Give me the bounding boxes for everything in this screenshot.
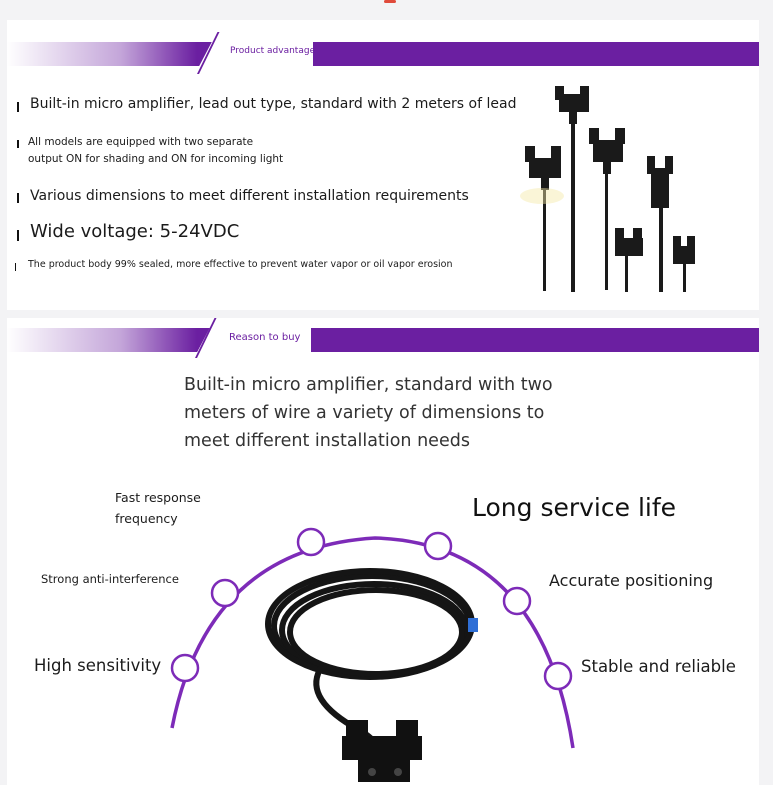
- bullet-mark: [17, 140, 19, 148]
- label-fast-response-line1: Fast response: [115, 490, 201, 505]
- bullet-mark: [17, 230, 19, 241]
- cable-tie: [468, 618, 478, 632]
- label-high-sensitivity: High sensitivity: [34, 656, 162, 675]
- banner-fade: [7, 30, 197, 80]
- bullet-mark: [17, 102, 19, 112]
- bullet-mark: [17, 193, 19, 203]
- arc-node-accurate: [504, 588, 530, 614]
- feature-5: The product body 99% sealed, more effective to prevent water vapor or oil vapor erosion: [28, 259, 453, 270]
- optical-sensor-product-image: [507, 82, 697, 297]
- arc-node-strong-anti: [212, 580, 238, 606]
- label-long-service-life: Long service life: [472, 493, 677, 522]
- bullet-mark: [15, 263, 16, 271]
- arc-node-fast-response: [298, 529, 324, 555]
- label-stable-reliable: Stable and reliable: [581, 657, 736, 676]
- feature-1: Built-in micro amplifier, lead out type, standard with 2 meters of lead: [30, 96, 517, 112]
- feature-2-line2: output ON for shading and ON for incoming light: [28, 153, 284, 165]
- arc-node-stable: [545, 663, 571, 689]
- feature-4: Wide voltage: 5-24VDC: [30, 221, 240, 242]
- banner-label: Product advantage: [230, 46, 316, 56]
- feature-2-line1: All models are equipped with two separate: [28, 136, 254, 148]
- product-advantage-panel: [7, 20, 759, 310]
- label-fast-response-line2: frequency: [115, 511, 178, 526]
- description-line2: meters of wire a variety of dimensions to: [184, 403, 545, 423]
- label-strong-anti-interference: Strong anti-interference: [41, 572, 179, 586]
- banner-label: Reason to buy: [229, 332, 301, 343]
- description-line1: Built-in micro amplifier, standard with two: [184, 375, 553, 395]
- arc-node-high-sensitivity: [172, 655, 198, 681]
- description-line3: meet different installation needs: [184, 431, 470, 451]
- reason-to-buy-panel: [7, 318, 759, 785]
- feature-3: Various dimensions to meet different installation requirements: [30, 188, 469, 204]
- sensor-cable-product-image: [262, 556, 497, 785]
- top-accent-mark: [384, 0, 396, 3]
- label-accurate-positioning: Accurate positioning: [549, 571, 714, 590]
